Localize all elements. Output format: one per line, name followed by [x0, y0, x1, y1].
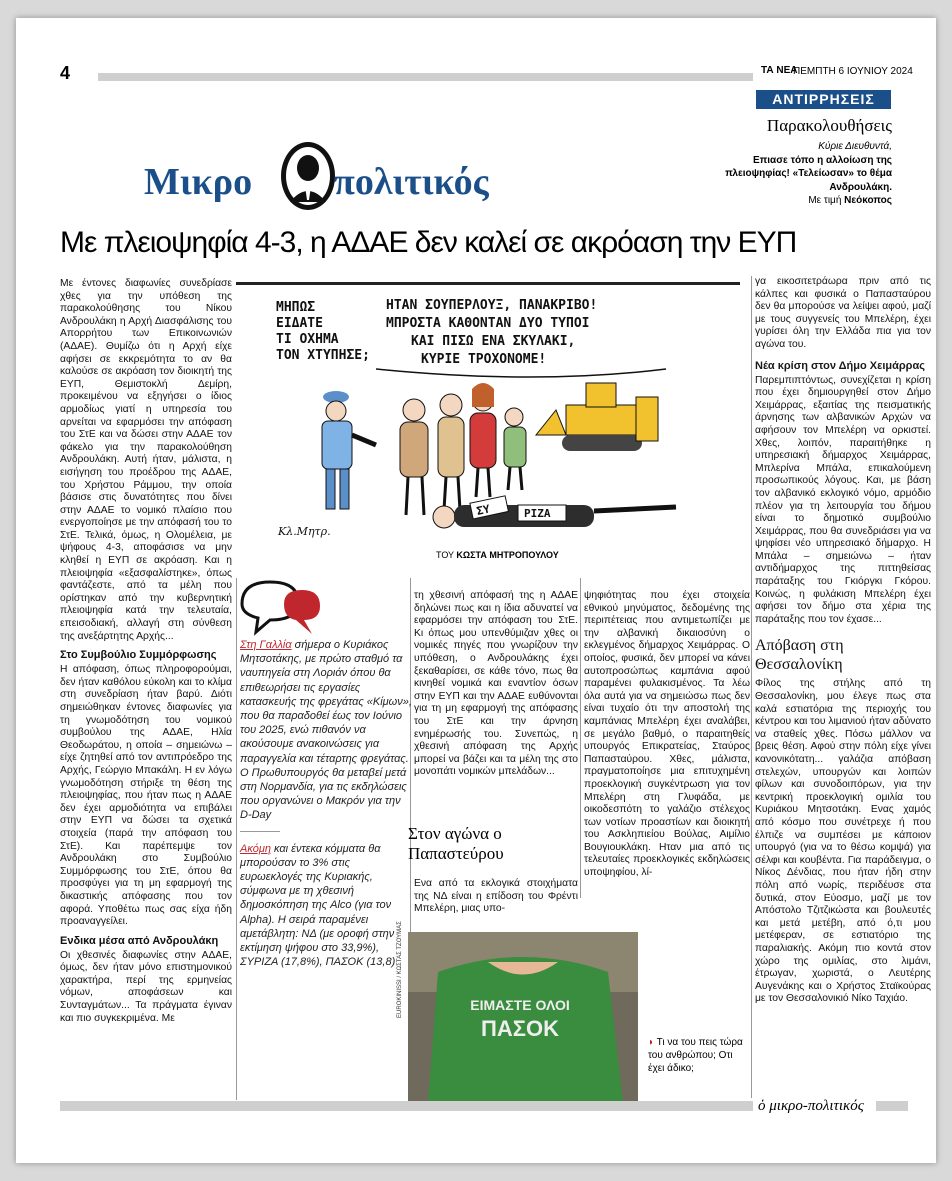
- note-text: σήμερα ο Κυριάκος Μητσοτάκης, με πρώτο σταθμό τα ναυπηγεία στη Λοριάν όπου θα επιθεωρήσει τις εργασίες κατασκευής της φρεγάτας «Κίμων», που θα παραδοθεί έως τον Ιούνιο του 2025, ενώ πιθανόν να ακούσουμε ανακοινώσεις για παραγγελία και τέταρτης φρεγάτας. Ο Πρωθυπουργός θα μεταβεί μετά στη Νορμανδία, για τις εκδηλώσεις που οργανώνει ο Μακρόν για την D-Day: [240, 639, 412, 822]
- caption-marker-icon: ◗: [648, 1037, 655, 1048]
- note-text: και έντεκα κόμματα θα μπορούσαν το 3% στις ευρωεκλογές της Κυριακής, σύμφωνα με τη χθεσινή δημοσκόπηση της Alco (για τον Alpha). Η σειρά παραμένει αμετάβλητη: ΝΔ (με οροφή στην εκτίμηση ψήφου στο 33,9%), ΣΥΡΙΖΑ (17,8%), ΠΑΣΟΚ (13,8): [240, 842, 396, 969]
- subheading: Στο Συμβούλιο Συμμόρφωσης: [60, 649, 217, 662]
- cartoon-caption: [436, 550, 559, 560]
- subheading-large: Στον αγώνα ο Παπαστεύρου: [408, 824, 504, 863]
- column-divider: [236, 578, 237, 1100]
- header-rule: [98, 73, 753, 81]
- letter-signoff: [716, 194, 892, 208]
- reader-letter: [716, 140, 892, 208]
- italic-note: [240, 842, 412, 970]
- photo-caption: [648, 1036, 748, 1075]
- caption-prefix: ΤΟΥ: [436, 550, 454, 560]
- article-column-2-cont: [414, 868, 578, 926]
- page-number: 4: [60, 63, 71, 83]
- sash-text-2: ΡΙΖΑ: [524, 507, 551, 520]
- subheading-large: Απόβαση στη Θεσσαλονίκη: [755, 637, 844, 674]
- paragraph: τη χθεσινή απόφασή της η ΑΔΑΕ δηλώνει πως και η ίδια αδυνατεί να εφαρμόσει την απόφαση του ΣτΕ. Κι όπως μου υπενθύμιζαν χθες οι νομικές πηγές που γνωρίζουν την υπόθεση, ο Ανδρουλάκης έχει ξεκαθαρίσει, σε κάθε τόνο, πως θα κινηθεί νομικά και εναντίον όσων στην ΕΥΠ και την ΑΔΑΕ ευθύνονται για τη μη εφαρμογή της απόφασης του ΣτΕ και την άρνηση ενημέρωσής του. Συνεπώς, η χθεσινή απόφαση της Αρχής μπορεί να βάζει και τα μέλη της στο μονοπάτι νομικών μπελάδων...: [414, 590, 578, 778]
- cartoon-speech-left-3: ΤΙ ΟΧΗΜΑ: [276, 332, 339, 347]
- cartoonist-signature: Κλ.Μητρ.: [278, 525, 331, 538]
- cartoon-speech-right-1: ΗΤΑΝ ΣΟΥΠΕΡΛΟΥΞ, ΠΑΝΑΚΡΙΒΟ!: [386, 298, 598, 313]
- column-brand-part1: Μικρο: [144, 161, 253, 203]
- article-column-3: [584, 590, 750, 880]
- paragraph: Η απόφαση, όπως πληροφορούμαι, δεν ήταν καθόλου εύκολη και το κλίμα στη συνεδρίαση ήταν βαρύ. Διότι σημειώθηκαν έντονες διαφωνίες για τη γνωμοδότηση του νομικού συμβούλου της ΑΔΑΕ, Ηλία Θεοδωράτου, η οποία – σημειώνω – είχε ζητηθεί από τον αντιπρόεδρο της Αρχής, Γεώργιο Μπακάλη. Η εν λόγω γνωμοδότηση στήριξε τη θέση της πλειοψηφίας, που ήταν πως η ΑΔΑΕ δεν έχει αρμοδιότητα να επιβάλει στην ΕΥΠ να δώσει τα σχετικά στοιχεία (παρά την απόφαση του ΣτΕ). Και παρέπεμψε τον Ανδρουλάκη στο Συμβούλιο Συμμόρφωσης του ΣτΕ, όπου θα προσφύγει για τη μη εφαρμογή της δικαστικής απόφασης που τον αφορά. Υποθέτω πως σας είχα ήδη προαναγγείλει.: [60, 664, 232, 928]
- political-cartoon: [236, 282, 740, 545]
- letter-signoff-text: Με τιμή: [808, 195, 842, 206]
- cartoon-speech-right-4: ΚΥΡΙΕ ΤΡΟΧΟΝΟΜΕ!: [421, 352, 547, 367]
- main-headline: Με πλειοψηφία 4-3, η ΑΔΑΕ δεν καλεί σε ακρόαση την ΕΥΠ: [60, 226, 797, 259]
- bulldozer-vehicle: [536, 383, 658, 451]
- subheading: Νέα κρίση στον Δήμο Χειμάρρας: [755, 359, 925, 372]
- rubric-title: Παρακολουθήσεις: [766, 116, 892, 135]
- lying-figure-with-sash: [433, 496, 676, 528]
- traffic-policeman-figure: [322, 391, 376, 509]
- photo-caption-text: Τι να του πεις τώρα του ανθρώπου; Οτι έχει άδικο;: [648, 1037, 743, 1074]
- article-column-2: [414, 590, 578, 779]
- note-separator: [240, 831, 280, 832]
- cartoon-speech-left-2: ΕΙΔΑΤΕ: [276, 316, 323, 331]
- letter-author: Νεόκοπος: [844, 195, 892, 206]
- paragraph: Ενα από τα εκλογικά στοιχήματα της ΝΔ είναι η επίδοση του Φρέντι Μπελέρη, μιας υπο-: [414, 878, 578, 915]
- paragraph: Με έντονες διαφωνίες συνεδρίασε χθες για την υπόθεση της παρακολούθησης του Νίκου Ανδρουλάκη η Αρχή Διασφάλισης του Απορρήτου των Επικοινωνιών (ΑΔΑΕ). Θυμίζω ότι η Αρχή είχε αφήσει σε εκκρεμότητα το αν θα καλούσε σε ακρόαση τον διοικητή της ΕΥΠ, Θεμιστοκλή Δεμίρη, προκειμένου να εξηγήσει ο ίδιος αρμοδίως γιατί η υπηρεσία του αρνείται να εφαρμόσει την απόφαση του ΣτΕ και να δώσει στην ΑΔΑΕ τον φάκελο για την παρακολούθηση Ανδρουλάκη. Αυτή ήταν, μάλιστα, η εισήγηση του προέδρου της ΑΔΑΕ, του Χρήστου Ράμμου, την οποία βάσισε στις δυνατότητες που δίνει στην ΑΔΑΕ το νομικό πλαίσιο που ενεργοποίησε με την απόφασή του το ΣτΕ. Τελικά, όμως, η Ολομέλεια, με ψήφους 4-3, αποφάσισε να μην κληθεί η ΕΥΠ σε ακρόαση. Και η πλειοψηφία «εξασφαλίστηκε», όπως φαντάζεστε, από τα μέλη που ορίστηκαν από την κυβερνητική πλειοψηφία κατά την τελευταία, επεισοδιακή, αλλαγή στη σύνθεση της ανεξάρτητης Αρχής...: [60, 278, 232, 642]
- letter-body: Επιασε τόπο η αλλοίωση της πλειοψηφίας! «Τελείωσαν» το θέμα Ανδρουλάκη.: [725, 154, 892, 193]
- subheading: Ενδικα μέσα από Ανδρουλάκη: [60, 934, 219, 947]
- newspaper-name: ΤΑ ΝΕΑ: [761, 65, 798, 76]
- news-photo: [408, 932, 638, 1102]
- note-lead: Ακόμη: [240, 842, 271, 855]
- bystanders-group: [400, 383, 526, 515]
- italic-notes-column: [240, 638, 412, 983]
- note-lead: Στη Γαλλία: [240, 639, 292, 651]
- issue-date: ΠΕΜΠΤΗ 6 ΙΟΥΝΙΟΥ 2024: [793, 66, 913, 77]
- column-brand-part2: πολιτικός: [334, 161, 489, 203]
- speech-bubbles-icon: [238, 576, 324, 636]
- photo-image: [408, 932, 638, 1102]
- shirt-slogan-1: ΕΙΜΑΣΤΕ ΟΛΟΙ: [470, 997, 570, 1013]
- paragraph: ψηφιότητας που έχει στοιχεία εθνικού μηνύματος, δεδομένης της περιπέτειας που αντιμετωπίζει με την αλβανική δικαιοσύνη ο εκλεγμένος δήμαρχος Χειμάρρας. Ο οποίος, φυσικά, δεν μπορεί να κάνει αυτοπροσώπως καμπάνια αφού παραμένει φυλακισμένος. Τα λέω όλα αυτά για να σημειώσω πως δεν είναι τυχαίο ότι την αποστολή της καμπάνιας Μπελέρη έχει αναλάβει, σε μεγάλο βαθμό, ο παραιτηθείς υπουργός Επικρατείας, Σταύρος Παπασταύρου. Χθες, μάλιστα, πραγματοποίησε μια επιτυχημένη προεκλογική συγκέντρωση για τον Μπελέρη στη Γλυφάδα, με οικοδεσπότη το γαλάζιο στέλεχος των νοτίων προαστίων και διοικητή του Ασκληπιείου Βούλας, Αιμίλιο Βουγιουκλάκη. Ηταν μια από τις τελευταίες προεκλογικές εκδηλώσεις υποψηφίου, λί-: [584, 590, 750, 879]
- italic-note: [240, 638, 412, 823]
- newspaper-page: [16, 18, 936, 1163]
- column-divider: [580, 578, 581, 898]
- letter-greeting: Κύριε Διευθυντά,: [818, 141, 892, 152]
- article-column-1: [60, 278, 232, 1025]
- cartoon-speech-right-3: ΚΑΙ ΠΙΣΩ ΕΝΑ ΣΚΥΛΑΚΙ,: [411, 334, 576, 349]
- cartoon-speech-left-1: ΜΗΠΩΣ: [276, 300, 316, 315]
- paragraph: Παρεμπιπτόντως, συνεχίζεται η κρίση που έχει δημιουργηθεί στον Δήμο Χειμάρρας, εξαιτίας της πεισματικής άρνησης των αλβανικών Αρχών να αφήσουν τον Μπελέρη να ορκιστεί. Χθες, λοιπόν, παραιτήθηκε η υπηρεσιακή δήμαρχος Χειμάρρας, Μπλερίνα Μπάλα, επικαλούμενη προσωπικούς λόγους. Και, με βάση τον αλβανικό εκλογικό νόμο, αρμόδιο πλέον για τη λειτουργία του δήμου είναι το δημοτικό συμβούλιο Χειμάρρας, που θα συνεδριάσει για να ψηφίσει νέο υπηρεσιακό δήμαρχο. Η Μπάλα – σημειώνω – ήταν αντιδήμαρχος της πιττηθείσας παράταξης του Γκιόργκι Γκόρου. Κοινώς, η φυλάκιση Μπελέρη έχει αφήσει τον δήμο στα χέρια της παράταξης που τον έχασε...: [755, 374, 931, 625]
- footer-brand: ὁ μικρο-πολιτικός: [758, 1098, 864, 1114]
- column-divider: [751, 276, 752, 1098]
- shirt-slogan-2: ΠΑΣΟΚ: [481, 1016, 559, 1041]
- cartoon-speech-right-2: ΜΠΡΟΣΤΑ ΚΑΘΟΝΤΑΝ ΔΥΟ ΤΥΠΟΙ: [386, 316, 590, 331]
- photo-credit: EUROKINISSI / ΚΩΣΤΑΣ ΤΖΟΥΜΑΣ: [397, 921, 403, 1018]
- paragraph: Φίλος της στήλης από τη Θεσσαλονίκη, μου έλεγε πως στα καλά εστιατόρια της περιοχής του κέντρου και του λιμανιού ήταν αδύνατο να σταθείς χθες. Πόσω μάλλον να βρεις θέση. Αφού στην πόλη είχε γίνει κανονικότατη... γαλάζια απόβαση στελεχών, υπουργών και λοιπών φίλων και συνοδοιπόρων, για την κεντρική προεκλογική ομιλία του Κυριάκου Μητσοτάκη. Ενας χαμός από κόσμο που συνέτρεχε ή που έλπιζε να συμπέσει με κάποιον υπουργό (για να το θέσω κομψά) για σέλφι και κουβέντα. Για παράδειγμα, ο Νίκος Δένδιας, που ήταν ήδη στην πόλη από νωρίς, περιδέυσε στα δυτικά, στον Εύοσμο, μαζί με τον Απόστολο Τζιτζικώστα και βουλευτές και μετά μετέβη, από ό,τι μου μετέφεραν, σε εστιατόριο της παραλιακής. Ακόμη πιο κοντά στον χώρο της ομιλίας, στο λιμάνι, έτρωγαν, χωριστά, ο Λευτέρης Αυγενάκης και ο Χρήστος Σταϊκούρας με τον Θεσσαλονικιό Νίκο Ταχιάο.: [755, 678, 931, 1005]
- rubric-label: ΑΝΤΙΡΡΗΣΕΙΣ: [756, 90, 891, 109]
- caption-author: ΚΩΣΤΑ ΜΗΤΡΟΠΟΥΛΟΥ: [456, 550, 559, 560]
- sash-text-1: ΣΥ: [475, 502, 492, 518]
- paragraph: Οι χθεσινές διαφωνίες στην ΑΔΑΕ, όμως, δεν ήταν μόνο επιστημονικού χαρακτήρα, περί της ερμηνείας νόμων, αποφάσεων και Συνταγμάτων... Τα πράγματα έγιναν και πιο συγκεκριμένα. Με: [60, 949, 232, 1024]
- speech-bubble-outline: [376, 369, 666, 377]
- footer-rule: [60, 1101, 753, 1111]
- footer-rule-end: [876, 1101, 908, 1111]
- cartoon-speech-left-4: ΤΟΝ ΧΤΥΠΗΣΕ;: [276, 348, 370, 363]
- paragraph: γα εικοσιτετράωρα πριν από τις κάλπες και φυσικά ο Παπασταύρου δεν θα μπορούσε να λείψει αφού, μαζί με τους συγγενείς του Μπελέρη, έχει γυρίσει όλη την Ελλάδα πια για τον αγώνα του.: [755, 276, 931, 350]
- cartoon-drawing: [236, 285, 740, 543]
- article-column-4: [755, 276, 931, 1006]
- politician-silhouette-icon: [278, 140, 338, 212]
